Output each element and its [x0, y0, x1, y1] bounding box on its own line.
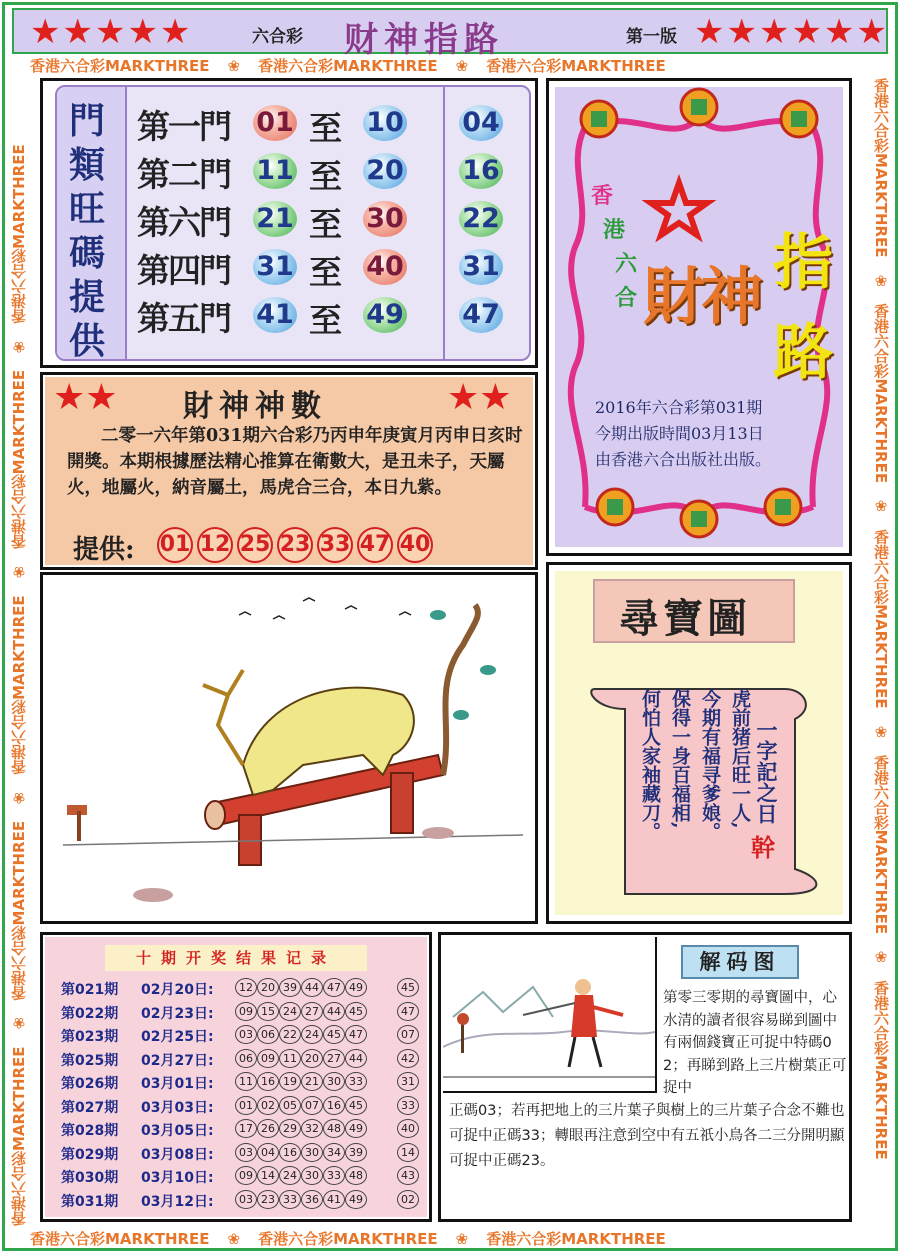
history-numbers	[235, 978, 367, 997]
history-issue: 第021期	[61, 982, 119, 998]
history-number: 24	[279, 1002, 301, 1021]
doors-side-title	[57, 87, 127, 362]
history-special-number: 40	[397, 1119, 419, 1138]
history-number: 29	[279, 1119, 301, 1138]
coin-icon	[581, 101, 617, 137]
history-numbers	[235, 1166, 367, 1185]
history-special-number: 02	[397, 1190, 419, 1209]
coin-icon	[765, 489, 801, 525]
history-special-number: 47	[397, 1002, 419, 1021]
treasure-hint	[751, 719, 787, 863]
numbers-provide-label: 提供:	[73, 535, 135, 565]
door-to-ball: 40	[363, 249, 407, 285]
poem-column: 保得一身百福相,	[669, 689, 691, 829]
history-title-box	[105, 945, 367, 971]
edge-banner-left-2: 香港六合彩MARKTHREE	[10, 820, 28, 1001]
history-numbers	[235, 1025, 367, 1044]
history-special-number: 14	[397, 1143, 419, 1162]
coin-icon	[597, 489, 633, 525]
deer-picture	[40, 572, 538, 924]
history-row	[61, 1165, 421, 1188]
edge-banner-top-3: 香港六合彩MARKTHREE	[486, 57, 666, 75]
history-number: 48	[345, 1166, 367, 1185]
history-number: 39	[279, 978, 301, 997]
door-from-ball: 11	[253, 153, 297, 189]
numbers-text: 二零一六年第031期六合彩乃丙申年庚寅月丙申日亥时開獎。本期根據歷法精心推算在衛數大，是丑未子，天屬火，地屬火，納音屬土，馬虎合三合，本日九紫。	[67, 426, 523, 498]
door-to-ball: 20	[363, 153, 407, 189]
history-date: 02月23日:	[141, 1005, 214, 1022]
deer-illustration	[43, 575, 535, 921]
edge-banner-bottom-3: 香港六合彩MARKTHREE	[486, 1230, 666, 1248]
lucky-number-ball: 25	[237, 527, 273, 563]
history-numbers	[235, 1119, 367, 1138]
lucky-number-ball: 23	[277, 527, 313, 563]
cover-vert-char: 港	[603, 217, 626, 243]
history-number: 27	[301, 1002, 323, 1021]
decode-title: 解码图	[699, 949, 781, 974]
door-label: 第六門	[137, 203, 230, 242]
walker-illustration	[443, 937, 655, 1091]
history-numbers	[235, 1049, 367, 1068]
history-panel	[40, 932, 432, 1222]
history-number: 48	[323, 1119, 345, 1138]
history-date: 03月08日:	[141, 1146, 214, 1163]
history-number: 16	[323, 1096, 345, 1115]
numbers-inner	[45, 377, 533, 565]
edge-banner-right-5: 香港六合彩MARKTHREE	[872, 980, 890, 1160]
door-label: 第一門	[137, 107, 230, 146]
cover-inner	[555, 87, 843, 547]
treasure-title-box	[593, 579, 795, 643]
doors-side-char: 供	[69, 320, 106, 362]
header-edition: 第一版	[626, 27, 677, 47]
history-date: 03月01日:	[141, 1076, 214, 1092]
history-number: 07	[301, 1096, 323, 1115]
history-issue: 第030期	[61, 1170, 119, 1186]
doors-rows	[129, 105, 529, 355]
history-number: 30	[301, 1143, 323, 1162]
history-table	[45, 977, 427, 1217]
numbers-balls	[157, 527, 527, 567]
cover-line-3: 由香港六合出版社出版。	[595, 450, 772, 469]
history-number: 24	[301, 1025, 323, 1044]
history-number: 30	[323, 1072, 345, 1091]
history-row	[61, 1001, 421, 1024]
cover-vert-small	[591, 179, 638, 315]
history-number: 26	[257, 1119, 279, 1138]
history-number: 45	[345, 1002, 367, 1021]
history-date: 03月05日:	[141, 1123, 214, 1139]
history-number: 45	[323, 1025, 345, 1044]
edge-banner-top: 香港六合彩MARKTHREE ❀ 香港六合彩MARKTHREE ❀ 香港六合彩MARKTHREE	[30, 57, 666, 75]
door-pick-ball: 04	[459, 105, 503, 141]
doors-side-char: 提	[69, 276, 106, 318]
door-label: 第四門	[137, 251, 230, 290]
doors-side-char: 碼	[69, 232, 106, 274]
history-special-number: 31	[397, 1072, 419, 1091]
history-row	[61, 1071, 421, 1094]
history-numbers	[235, 1072, 367, 1091]
treasure-inner	[555, 571, 843, 915]
cover-vert-char: 合	[615, 285, 638, 311]
red-star-icon	[651, 183, 707, 235]
treasure-hint-char: 幹	[751, 833, 775, 862]
history-issue: 第031期	[61, 1193, 119, 1210]
edge-banner-top-2: 香港六合彩MARKTHREE	[258, 57, 438, 75]
history-number: 20	[257, 978, 279, 997]
cover-panel	[546, 78, 852, 556]
history-number: 09	[235, 1166, 257, 1185]
history-number: 32	[301, 1119, 323, 1138]
cover-vert-char: 六	[615, 251, 638, 277]
history-number: 33	[323, 1166, 345, 1185]
door-row	[129, 249, 529, 297]
history-number: 20	[301, 1049, 323, 1068]
poem-column: 何怕人家袖藏刀。	[639, 689, 661, 841]
doors-side-char: 門	[69, 100, 106, 142]
history-row	[61, 1118, 421, 1141]
door-from-ball: 01	[253, 105, 297, 141]
treasure-title: 尋寶圖	[619, 595, 751, 642]
door-pick-ball: 16	[459, 153, 503, 189]
history-number: 14	[257, 1166, 279, 1185]
decode-panel	[438, 932, 852, 1222]
history-date: 02月27日:	[141, 1052, 214, 1069]
history-number: 09	[235, 1002, 257, 1021]
history-issue: 第025期	[61, 1052, 119, 1069]
history-number: 24	[279, 1166, 301, 1185]
history-number: 09	[257, 1049, 279, 1068]
numbers-stars-left: ★★	[53, 377, 118, 418]
doors-panel	[40, 78, 538, 368]
door-from-ball: 31	[253, 249, 297, 285]
history-number: 39	[345, 1143, 367, 1162]
edge-banner-right: 香港六合彩MARKTHREE❀香港六合彩MARKTHREE❀香港六合彩MARKTHREE❀香港六合彩MARKTHREE❀香港六合彩MARKTHREE	[872, 78, 890, 1160]
history-issue: 第028期	[61, 1123, 119, 1139]
history-number: 15	[257, 1002, 279, 1021]
history-numbers	[235, 1002, 367, 1021]
history-number: 23	[257, 1190, 279, 1209]
history-date: 02月25日:	[141, 1029, 214, 1045]
history-number: 05	[279, 1096, 301, 1115]
history-special-number: 07	[397, 1025, 419, 1044]
lucky-number-ball: 12	[197, 527, 233, 563]
history-date: 03月12日:	[141, 1193, 214, 1210]
edge-banner-left-3: 香港六合彩MARKTHREE	[10, 595, 28, 775]
history-number: 04	[257, 1143, 279, 1162]
door-to-ball: 30	[363, 201, 407, 237]
edge-banner-right-1: 香港六合彩MARKTHREE	[872, 78, 890, 258]
lucky-number-ball: 01	[157, 527, 193, 563]
history-number: 02	[257, 1096, 279, 1115]
coin-icon	[681, 89, 717, 125]
history-special-number: 43	[397, 1166, 419, 1185]
door-row	[129, 201, 529, 249]
history-number: 11	[235, 1072, 257, 1091]
history-number: 03	[235, 1190, 257, 1209]
history-number: 16	[279, 1143, 301, 1162]
history-issue: 第026期	[61, 1076, 119, 1092]
door-pick-ball: 47	[459, 297, 503, 333]
history-number: 03	[235, 1025, 257, 1044]
cover-line-1: 2016年六合彩第031期	[595, 398, 763, 417]
door-to-word: 至	[309, 109, 342, 148]
door-to-word: 至	[309, 157, 342, 196]
history-number: 44	[323, 1002, 345, 1021]
history-number: 45	[345, 1096, 367, 1115]
history-number: 33	[279, 1190, 301, 1209]
edge-banner-bottom-1: 香港六合彩MARKTHREE	[30, 1230, 210, 1248]
doors-side-char: 類	[69, 144, 106, 186]
decode-picture	[443, 937, 657, 1093]
edge-banner-left-5: 香港六合彩MARKTHREE	[10, 144, 28, 324]
history-issue: 第022期	[61, 1005, 119, 1022]
history-number: 11	[279, 1049, 301, 1068]
numbers-title: 財神神數	[183, 389, 327, 424]
coin-icon	[681, 501, 717, 537]
history-issue: 第029期	[61, 1146, 119, 1163]
edge-banner-left-1: 香港六合彩MARKTHREE	[10, 1046, 28, 1226]
history-special-number: 42	[397, 1049, 419, 1068]
history-number: 12	[235, 978, 257, 997]
history-number: 17	[235, 1119, 257, 1138]
history-row	[61, 1024, 421, 1047]
coin-icon	[781, 101, 817, 137]
edge-banner-left: 香港六合彩MARKTHREE❀香港六合彩MARKTHREE❀香港六合彩MARKTHREE❀香港六合彩MARKTHREE❀香港六合彩MARKTHREE	[10, 144, 28, 1226]
history-numbers	[235, 1143, 367, 1162]
door-pick-ball: 22	[459, 201, 503, 237]
edge-banner-right-3: 香港六合彩MARKTHREE	[872, 529, 890, 709]
history-number: 49	[345, 1119, 367, 1138]
cover-side-1: 指	[773, 228, 833, 298]
history-number: 44	[301, 978, 323, 997]
history-number: 27	[323, 1049, 345, 1068]
door-to-word: 至	[309, 253, 342, 292]
history-inner	[45, 937, 427, 1217]
history-number: 01	[235, 1096, 257, 1115]
history-number: 22	[279, 1025, 301, 1044]
lucky-number-ball: 40	[397, 527, 433, 563]
decode-bottom-text: 正碼03；若再把地上的三片葉子與樹上的三片葉子合念不難也可捉中正碼33；轉眼再注意到空中有五祇小鳥各二三分開明顯可捉中正碼23。	[449, 1103, 845, 1169]
history-number: 44	[345, 1049, 367, 1068]
history-number: 47	[323, 978, 345, 997]
poem-column: 虎前猪后旺一人,	[729, 689, 751, 829]
history-row	[61, 1095, 421, 1118]
cover-vert-char: 香	[591, 183, 614, 209]
door-row	[129, 297, 529, 345]
walker-icon	[523, 979, 623, 1067]
header-stars-right: ★★★★★★	[694, 12, 889, 52]
history-number: 49	[345, 1190, 367, 1209]
history-title: 十期开奖结果记录	[135, 949, 336, 967]
cover-main-title: 財神	[643, 260, 760, 333]
history-number: 03	[235, 1143, 257, 1162]
cover-line-2: 今期出版時間03月13日	[595, 424, 764, 443]
door-row	[129, 153, 529, 201]
edge-banner-bottom: 香港六合彩MARKTHREE ❀ 香港六合彩MARKTHREE ❀ 香港六合彩MARKTHREE	[30, 1230, 666, 1248]
door-label: 第五門	[137, 299, 230, 338]
door-label: 第二門	[137, 155, 230, 194]
history-special-number: 33	[397, 1096, 419, 1115]
door-to-ball: 49	[363, 297, 407, 333]
header-bar	[12, 8, 889, 60]
poem-column: 今期有福寻爹娘。	[699, 689, 721, 841]
history-special-number: 45	[397, 978, 419, 997]
edge-banner-right-4: 香港六合彩MARKTHREE	[872, 754, 890, 935]
door-pick-ball: 31	[459, 249, 503, 285]
decode-title-box	[681, 945, 799, 979]
lucky-number-ball: 47	[357, 527, 393, 563]
door-to-word: 至	[309, 301, 342, 340]
door-to-word: 至	[309, 205, 342, 244]
history-number: 21	[301, 1072, 323, 1091]
history-number: 06	[235, 1049, 257, 1068]
door-to-ball: 10	[363, 105, 407, 141]
door-from-ball: 21	[253, 201, 297, 237]
doors-side-char: 旺	[69, 188, 106, 230]
history-row	[61, 1048, 421, 1071]
history-number: 47	[345, 1025, 367, 1044]
history-date: 03月10日:	[141, 1170, 214, 1186]
lucky-number-ball: 33	[317, 527, 353, 563]
edge-banner-right-2: 香港六合彩MARKTHREE	[872, 303, 890, 484]
history-number: 33	[345, 1072, 367, 1091]
history-row	[61, 977, 421, 1000]
history-number: 41	[323, 1190, 345, 1209]
history-issue: 第027期	[61, 1099, 119, 1116]
cover-side-2: 路	[773, 318, 833, 388]
treasure-hint-label: 一字記之日	[754, 719, 779, 824]
history-number: 30	[301, 1166, 323, 1185]
door-from-ball: 41	[253, 297, 297, 333]
header-small-label: 六合彩	[252, 27, 303, 47]
edge-banner-left-4: 香港六合彩MARKTHREE	[10, 369, 28, 550]
edge-banner-bottom-2: 香港六合彩MARKTHREE	[258, 1230, 438, 1248]
history-number: 16	[257, 1072, 279, 1091]
doors-inner	[55, 85, 531, 361]
history-row	[61, 1189, 421, 1212]
history-date: 03月03日:	[141, 1099, 214, 1116]
history-numbers	[235, 1190, 367, 1209]
history-number: 49	[345, 978, 367, 997]
history-numbers	[235, 1096, 367, 1115]
edge-banner-top-1: 香港六合彩MARKTHREE	[30, 57, 210, 75]
header-stars-left: ★★★★★	[30, 12, 193, 52]
history-date: 02月20日:	[141, 982, 214, 998]
numbers-stars-right: ★★	[447, 377, 512, 418]
history-number: 19	[279, 1072, 301, 1091]
history-number: 36	[301, 1190, 323, 1209]
history-issue: 第023期	[61, 1029, 119, 1045]
header-title: 财神指路	[344, 20, 504, 60]
history-row	[61, 1142, 421, 1165]
treasure-panel	[546, 562, 852, 924]
decode-right-text: 第零三零期的尋寶圖中，心水清的讀者很容易睇到圖中有兩個錢寶正可捉中特碼02；再睇到路上三片樹葉正可捉中	[663, 990, 847, 1096]
history-number: 06	[257, 1025, 279, 1044]
history-number: 34	[323, 1143, 345, 1162]
door-row	[129, 105, 529, 153]
numbers-panel	[40, 372, 538, 570]
